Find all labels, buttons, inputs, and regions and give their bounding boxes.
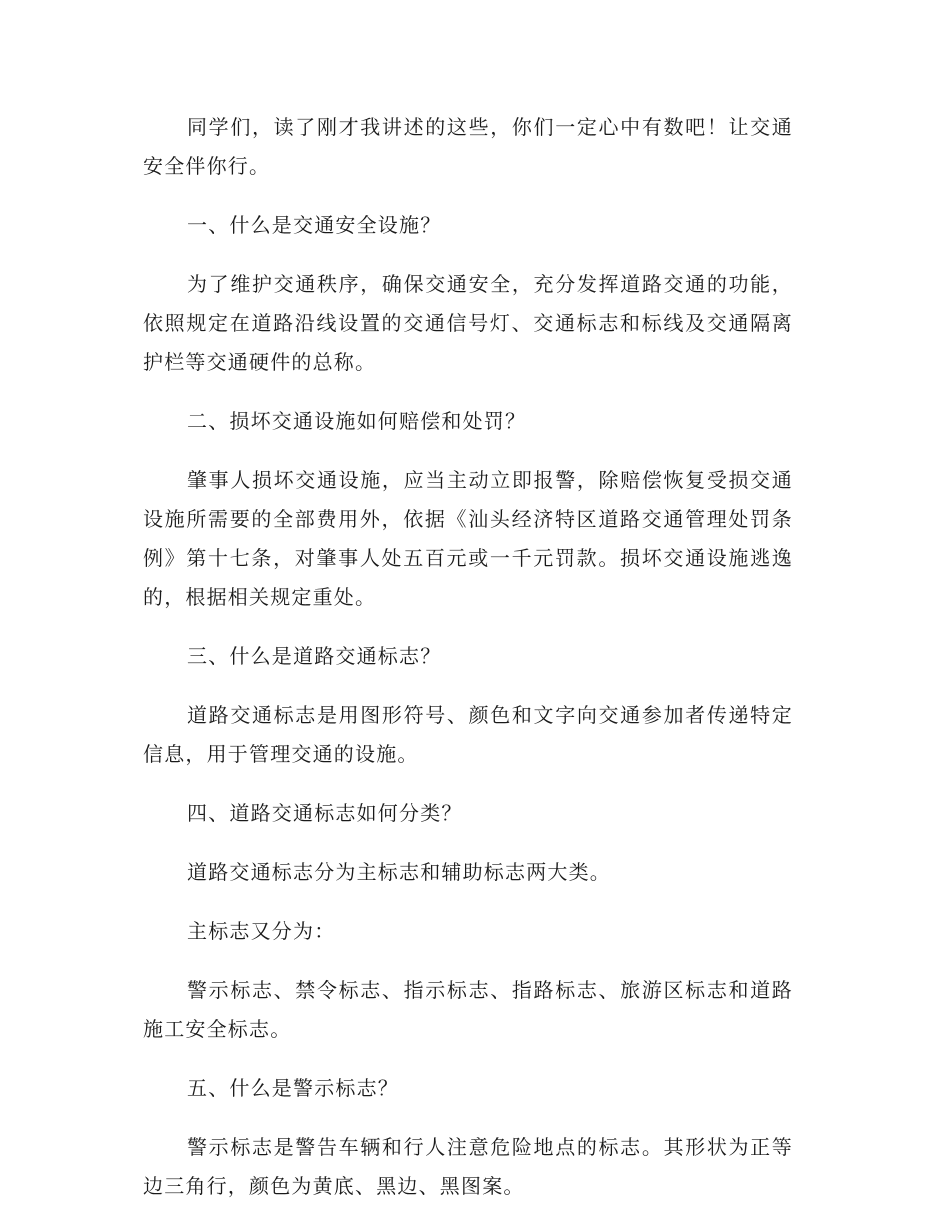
heading-section-5: 五、什么是警示标志？ xyxy=(187,1076,399,1100)
paragraph-section-5: 警示标志是警告车辆和行人注意危险地点的标志。其形状为正等边三角行，颜色为黄底、黑边、黑图案。 xyxy=(143,1135,793,1198)
heading-section-3: 三、什么是道路交通标志？ xyxy=(187,644,442,668)
paragraph-section-4: 道路交通标志分为主标志和辅助标志两大类。 xyxy=(187,860,611,884)
paragraph-section-2: 肇事人损坏交通设施，应当主动立即报警，除赔偿恢复受损交通设施所需要的全部费用外，依据《汕头经济特区道路交通管理处罚条例》第十七条，对肇事人处五百元或一千元罚款。损坏交通设施逃逸的，根据相关规定重处。 xyxy=(143,468,793,609)
paragraph-section-4-list: 警示标志、禁令标志、指示标志、指路标志、旅游区标志和道路施工安全标志。 xyxy=(143,978,793,1041)
heading-section-1: 一、什么是交通安全设施？ xyxy=(187,213,442,237)
paragraph-section-3: 道路交通标志是用图形符号、颜色和文字向交通参加者传递特定信息，用于管理交通的设施。 xyxy=(143,703,793,766)
paragraph-intro: 同学们，读了刚才我讲述的这些，你们一定心中有数吧！让交通安全伴你行。 xyxy=(143,115,793,178)
paragraph-section-1: 为了维护交通秩序，确保交通安全，充分发挥道路交通的功能，依照规定在道路沿线设置的交通信号灯、交通标志和标线及交通隔离护栏等交通硬件的总称。 xyxy=(143,272,793,374)
paragraph-section-4-sub: 主标志又分为： xyxy=(187,919,336,943)
heading-section-4: 四、道路交通标志如何分类？ xyxy=(187,801,463,825)
heading-section-2: 二、损坏交通设施如何赔偿和处罚？ xyxy=(187,409,527,433)
document-body xyxy=(143,108,793,1226)
